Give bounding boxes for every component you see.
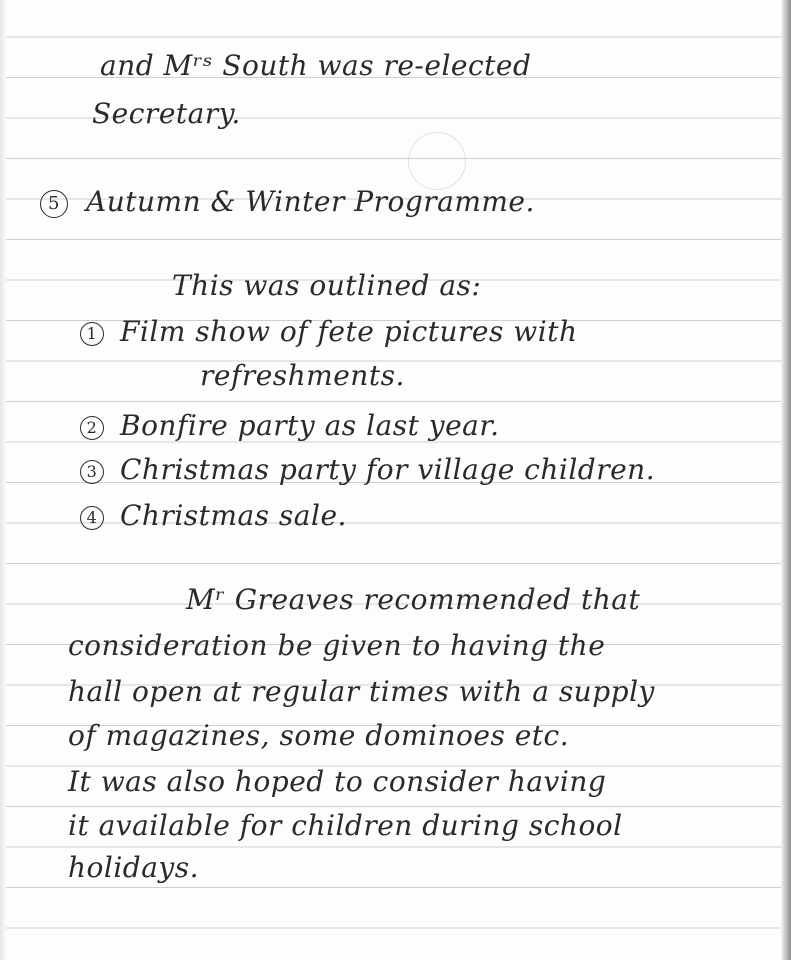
item-number: 2 [80,416,104,440]
list-item [80,453,656,486]
faint-circle-mark [408,132,466,190]
list-item-text: Christmas sale. [120,499,347,532]
list-item-text: Bonfire party as last year. [120,409,500,442]
list-item [80,499,347,532]
item-number: 1 [80,322,104,346]
list-item [80,409,500,442]
minutes-line: it available for children during school [68,809,623,842]
minutes-line: of magazines, some dominoes etc. [68,719,570,752]
item-number: 3 [80,460,104,484]
minutes-line: holidays. [68,851,200,884]
page-edge [781,0,791,960]
section-heading-text: Autumn & Winter Programme. [86,185,535,218]
minutes-line: This was outlined as: [172,269,482,302]
minutes-line: consideration be given to having the [68,629,606,662]
page-spine [0,0,6,960]
list-item [80,315,578,348]
section-heading [40,185,535,218]
minutes-line: It was also hoped to consider having [68,765,607,798]
list-item-continuation: refreshments. [200,359,405,392]
minutes-line: Mʳ Greaves recommended that [186,583,641,616]
item-number: 4 [80,506,104,530]
minutes-line: Secretary. [92,97,241,130]
minutes-line: and Mʳˢ South was re-elected [100,49,532,82]
list-item-text: Film show of fete pictures with [120,315,578,348]
section-number: 5 [40,190,68,218]
minutes-line: hall open at regular times with a supply [68,675,655,708]
list-item-text: Christmas party for village children. [120,453,656,486]
